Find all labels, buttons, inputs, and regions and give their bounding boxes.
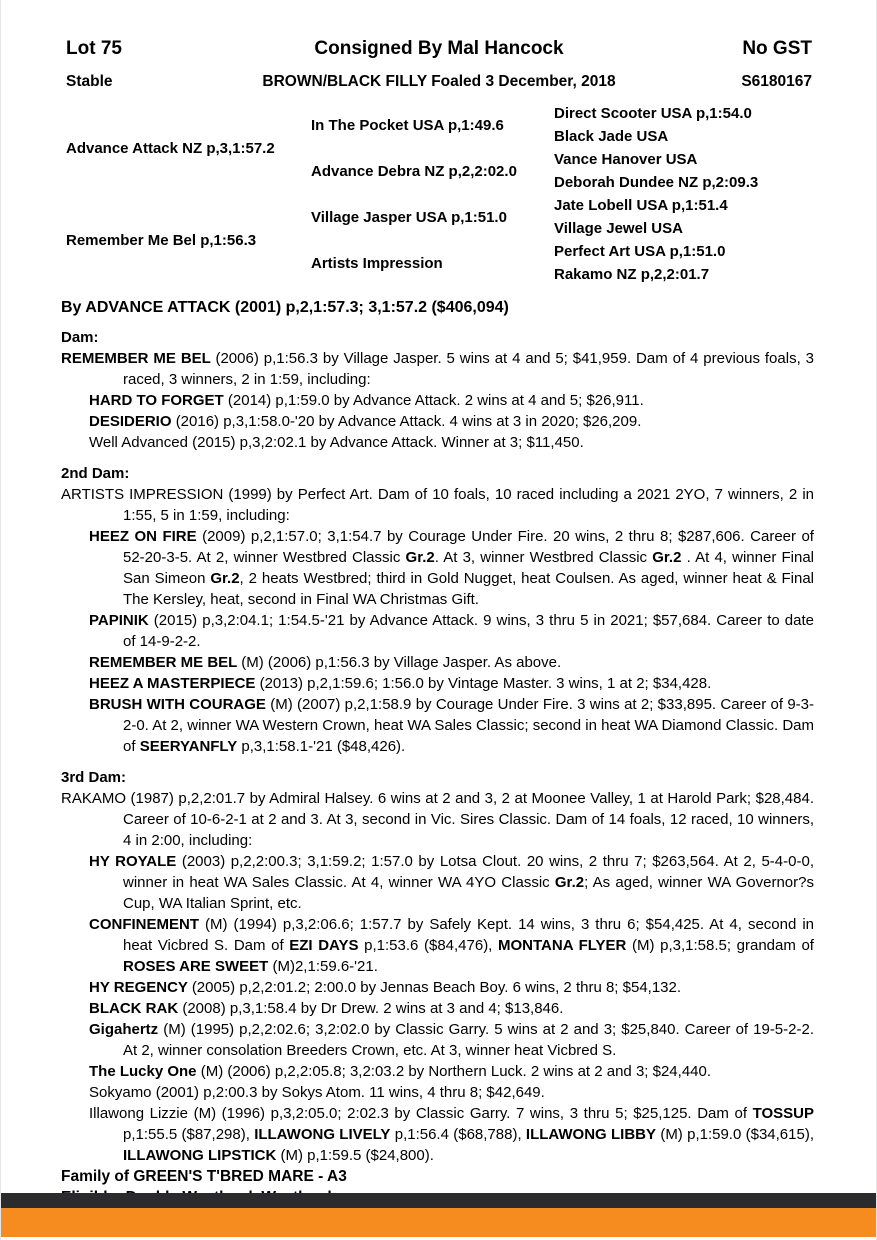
pedigree-gen3-8: Rakamo NZ p,2,2:01.7	[554, 266, 710, 283]
pedigree-gen2-3: Village Jasper USA p,1:51.0	[311, 208, 507, 226]
pedigree-entry: PAPINIK (2015) p,3,2:04.1; 1:54.5-'21 by Advance Attack. 9 wins, 3 thru 5 in 2021; $57,684. Career to date of 14-9-2-2.	[89, 612, 814, 650]
pedigree-entry: REMEMBER ME BEL (M) (2006) p,1:56.3 by Village Jasper. As above.	[89, 654, 562, 671]
stable-label: Stable	[66, 73, 113, 90]
section-heading-1: Dam:	[61, 329, 99, 346]
registration-id: S6180167	[741, 73, 812, 90]
pedigree-entry: HEEZ ON FIRE (2009) p,2,1:57.0; 3,1:54.7 by Courage Under Fire. 20 wins, 2 thru 8; $287,606. Career of 52-20-3-5. At 2, winner Westbred Classic Gr.2. At 3, winner Westbred Classic Gr.2 . At 4, winner Final San Simeon Gr.2, 2 heats Westbred; third in Gold Nugget, heat Coulsen. As aged, winner heat & Final The Kersley, heat, second in Final WA Christmas Gift.	[89, 528, 814, 608]
section-heading-3: 3rd Dam:	[61, 769, 127, 786]
pedigree-entry: CONFINEMENT (M) (1994) p,3,2:06.6; 1:57.7 by Safely Kept. 14 wins, 3 thru 6; $54,425. At 4, second in heat Vicbred S. Dam of EZI DAYS p,1:53.6 ($84,476), MONTANA FLYER (M) p,3,1:58.5; grandam of ROSES ARE SWEET (M)2,1:59.6-'21.	[89, 916, 814, 975]
pedigree-entry: RAKAMO (1987) p,2,2:01.7 by Admiral Halsey. 6 wins at 2 and 3, 2 at Moonee Valley, 1 at Harold Park; $28,484. Career of 10-6-2-1 at 2 and 3. At 3, second in Vic. Sires Classic. Dam of 14 foals, 12 raced, 10 winners, 4 in 2:00, including:	[61, 790, 814, 849]
pedigree-entry: Gigahertz (M) (1995) p,2,2:02.6; 3,2:02.0 by Classic Garry. 5 wins at 2 and 3; $25,840. Career of 19-5-2-2. At 2, winner consolation Breeders Crown, etc. At 3, winner heat Vicbred S.	[89, 1021, 814, 1059]
pedigree-gen3-4: Deborah Dundee NZ p,2:09.3	[554, 174, 759, 191]
section-heading-2: 2nd Dam:	[61, 465, 130, 482]
pedigree-gen3-2: Black Jade USA	[554, 128, 669, 145]
pedigree-gen2-2: Advance Debra NZ p,2,2:02.0	[311, 162, 517, 180]
pedigree-entry: DESIDERIO (2016) p,3,1:58.0-'20 by Advance Attack. 4 wins at 3 in 2020; $26,209.	[89, 413, 642, 430]
pedigree-entry: Illawong Lizzie (M) (1996) p,3,2:05.0; 2:02.3 by Classic Garry. 7 wins, 3 thru 5; $25,125. Dam of TOSSUP p,1:55.5 ($87,298), ILLAWONG LIVELY p,1:56.4 ($68,788), ILLAWONG LIBBY (M) p,1:59.0 ($34,615), ILLAWONG LIPSTICK (M) p,1:59.5 ($24,800).	[89, 1105, 814, 1164]
pedigree-gen3-1: Direct Scooter USA p,1:54.0	[554, 105, 752, 122]
pedigree-entry: BRUSH WITH COURAGE (M) (2007) p,2,1:58.9 by Courage Under Fire. 3 wins at 2; $33,895. Career of 9-3-2-0. At 2, winner WA Western Crown, heat WA Sales Classic; second in heat WA Diamond Classic. Dam of SEERYANFLY p,3,1:58.1-'21 ($48,426).	[89, 696, 815, 755]
sire-line: By ADVANCE ATTACK (2001) p,2,1:57.3; 3,1:57.2 ($406,094)	[61, 299, 509, 316]
pedigree-gen3-3: Vance Hanover USA	[554, 151, 698, 168]
pedigree-entry: HY ROYALE (2003) p,2,2:00.3; 3,1:59.2; 1:57.0 by Lotsa Clout. 20 wins, 2 thru 7; $263,564. At 2, 5-4-0-0, winner in heat WA Sales Classic. At 4, winner WA 4YO Classic Gr.2; As aged, winner WA Governor?s Cup, WA Italian Sprint, etc.	[89, 853, 814, 912]
page-header	[1, 0, 876, 91]
pedigree-entry: The Lucky One (M) (2006) p,2,2:05.8; 3,2:03.2 by Northern Luck. 2 wins at 2 and 3; $24,440.	[89, 1063, 712, 1080]
pedigree-gen3-7: Perfect Art USA p,1:51.0	[554, 243, 726, 260]
pedigree-entry: HARD TO FORGET (2014) p,1:59.0 by Advance Attack. 2 wins at 4 and 5; $26,911.	[89, 392, 644, 409]
horse-description: BROWN/BLACK FILLY Foaled 3 December, 2018	[262, 73, 616, 90]
pedigree-entry: Sokyamo (2001) p,2:00.3 by Sokys Atom. 11 wins, 4 thru 8; $42,649.	[89, 1084, 545, 1101]
footer-line-1: Family of GREEN'S T'BRED MARE - A3	[61, 1168, 347, 1185]
sections	[61, 327, 814, 1166]
pedigree-gen3-5: Jate Lobell USA p,1:51.4	[554, 197, 728, 214]
pedigree-gen2-1: In The Pocket USA p,1:49.6	[311, 116, 504, 134]
bottom-bar-dark	[1, 1193, 876, 1208]
header-row-1	[66, 38, 812, 60]
pedigree-gen3-6: Village Jewel USA	[554, 220, 683, 237]
pedigree-entry: ARTISTS IMPRESSION (1999) by Perfect Art. Dam of 10 foals, 10 raced including a 2021 2YO, 7 winners, 2 in 1:55, 5 in 1:59, including:	[61, 486, 814, 524]
bottom-bar-orange	[1, 1208, 876, 1237]
pedigree-gen2-4: Artists Impression	[311, 254, 443, 272]
pedigree-entry: BLACK RAK (2008) p,3,1:58.4 by Dr Drew. 2 wins at 3 and 4; $13,846.	[89, 1000, 564, 1017]
pedigree-entry: HY REGENCY (2005) p,2,2:01.2; 2:00.0 by Jennas Beach Boy. 6 wins, 2 thru 8; $54,132.	[89, 979, 682, 996]
pedigree-grid	[66, 102, 820, 286]
pedigree-entry: HEEZ A MASTERPIECE (2013) p,2,1:59.6; 1:56.0 by Vintage Master. 3 wins, 1 at 2; $34,428.	[89, 675, 712, 692]
pedigree-entry: REMEMBER ME BEL (2006) p,1:56.3 by Village Jasper. 5 wins at 4 and 5; $41,959. Dam of 4 previous foals, 3 raced, 3 winners, 2 in 1:59, including:	[61, 350, 814, 388]
gst-status: No GST	[742, 38, 812, 59]
lot-number: Lot 75	[66, 38, 122, 59]
header-row-2	[66, 73, 812, 91]
pedigree-gen1-2: Remember Me Bel p,1:56.3	[66, 231, 257, 249]
consignor-title: Consigned By Mal Hancock	[314, 38, 564, 59]
pedigree-gen1-1: Advance Attack NZ p,3,1:57.2	[66, 139, 275, 157]
pedigree-entry: Well Advanced (2015) p,3,2:02.1 by Advance Attack. Winner at 3; $11,450.	[89, 434, 584, 451]
